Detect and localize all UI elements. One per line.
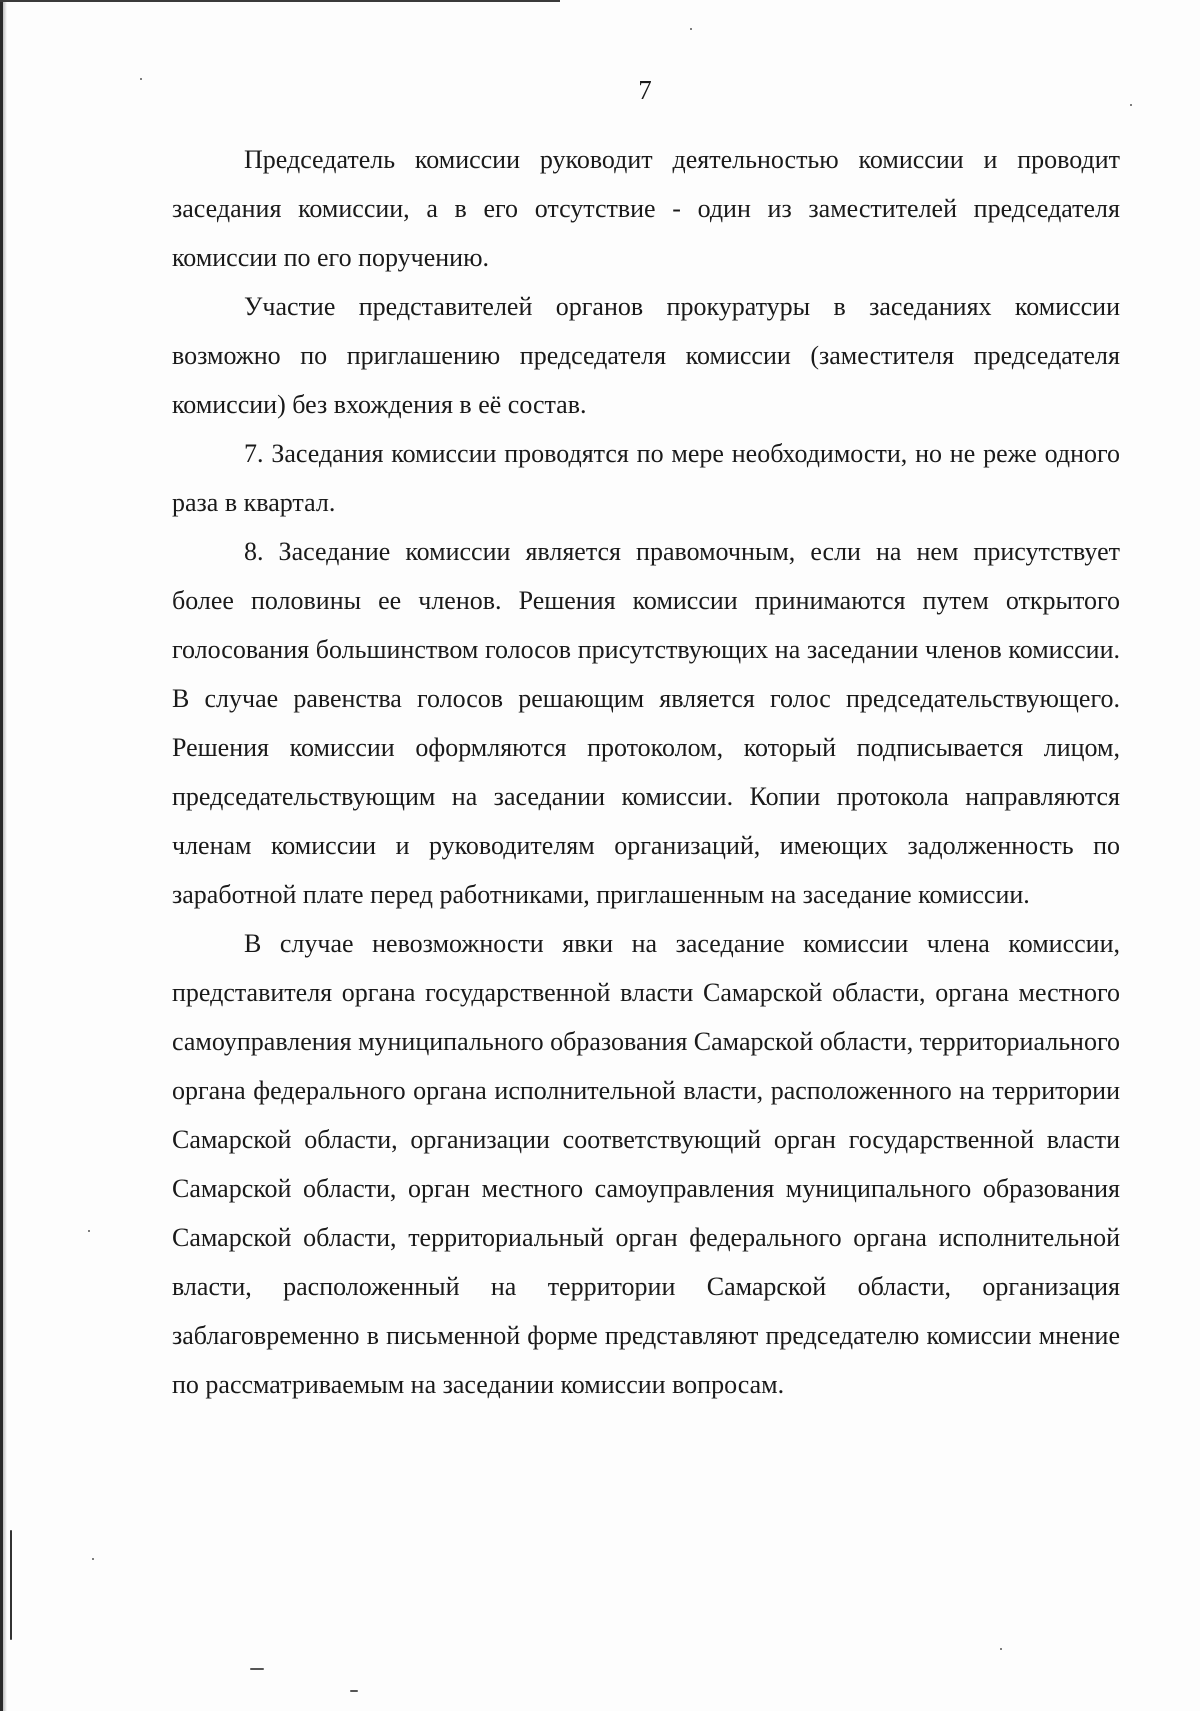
scan-edge-shadow <box>3 0 7 1711</box>
paragraph-chairman-role: Председатель комиссии руководит деятельностью комиссии и проводит заседания комиссии, а в его отсутствие - один из заместителей председателя комиссии по его поручению. <box>172 145 1120 272</box>
document-body <box>172 135 1120 1409</box>
scan-speck <box>1000 1648 1002 1650</box>
scan-speck <box>92 1558 94 1560</box>
scan-top-line <box>0 0 560 2</box>
paragraph-meeting-frequency: 7. Заседания комиссии проводятся по мере необходимости, но не реже одного раза в квартал. <box>172 439 1120 517</box>
scan-speck <box>350 1690 358 1692</box>
scan-speck <box>250 1668 264 1670</box>
paragraph-absence-opinion: В случае невозможности явки на заседание комиссии члена комиссии, представителя органа государственной власти Самарской области, органа местного самоуправления муниципального образования Самарской области, территориального органа федерального органа исполнительной власти, расположенного на территории Самарской области, организации соответствующий орган государственной власти Самарской области, орган местного самоуправления муниципального образования Самарской области, территориальный орган федерального органа исполнительной власти, расположенный на территории Самарской области, организация заблаговременно в письменной форме представляют председателю комиссии мнение по рассматриваемым на заседании комиссии вопросам. <box>172 929 1120 1399</box>
page-number: 7 <box>638 75 652 105</box>
paragraph-prosecutor-participation: Участие представителей органов прокуратуры в заседаниях комиссии возможно по приглашению председателя комиссии (заместителя председателя комиссии) без вхождения в её состав. <box>172 292 1120 419</box>
paragraph-quorum-decisions: 8. Заседание комиссии является правомочным, если на нем присутствует более половины ее членов. Решения комиссии принимаются путем открытого голосования большинством голосов присутствующих на заседании членов комиссии. В случае равенства голосов решающим является голос председательствующего. Решения комиссии оформляются протоколом, который подписывается лицом, председательствующим на заседании комиссии. Копии протокола направляются членам комиссии и руководителям организаций, имеющих задолженность по заработной плате перед работниками, приглашенным на заседание комиссии. <box>172 537 1120 909</box>
scan-speck <box>88 1230 90 1232</box>
scan-speck <box>690 28 692 30</box>
scan-speck <box>10 1530 12 1640</box>
